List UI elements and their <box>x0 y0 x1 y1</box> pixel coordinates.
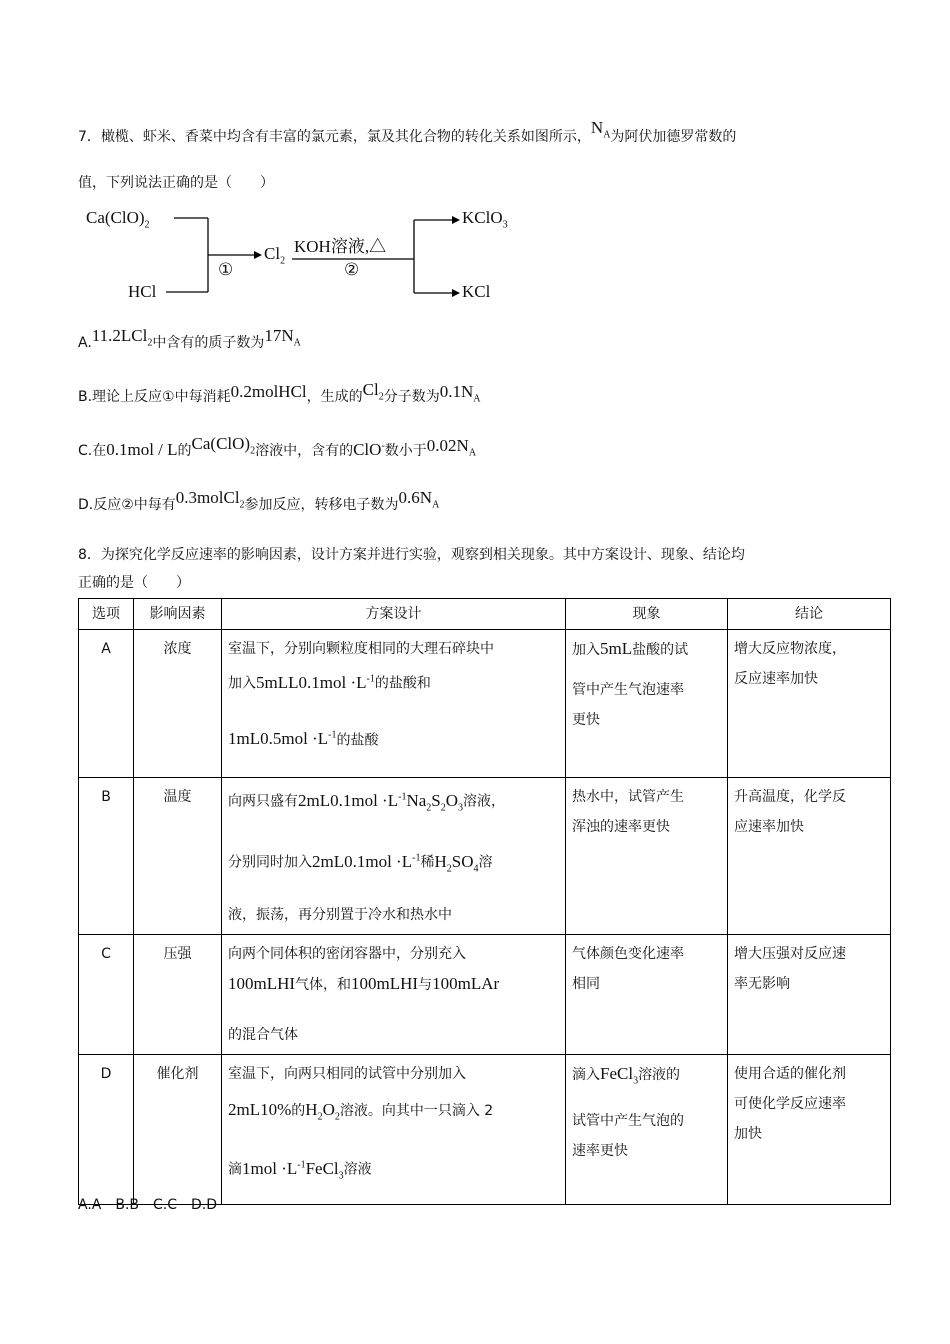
q7-option-d[interactable]: D.反应②中每有0.3molCl$_2$参加反应，转移电子数为$0.6N_A$ <box>78 488 440 513</box>
row-a-option: A <box>79 630 134 778</box>
table-row-c <box>79 935 891 1055</box>
product-kcl: KCl <box>462 282 491 301</box>
q8-answer-choices[interactable]: A.A B.B C.C D.D <box>78 1197 218 1213</box>
header-factor: 影响因素 <box>134 599 222 630</box>
row-a-phenomenon: 加入5mL盐酸的试 管中产生气泡速率 更快 <box>566 630 728 778</box>
row-a-design: 室温下，分别向颗粒度相同的大理石碎块中 加入$5mLL0.1mol \cdot L^{-1}$的盐酸和 $1mL0.5mol \cdot L^{-1}$的盐酸 <box>222 630 566 778</box>
reactant-hcl: HCl <box>128 282 157 301</box>
product-chlorine: $Cl_2$ <box>264 244 286 267</box>
row-c-factor: 压强 <box>134 935 222 1055</box>
header-design: 方案设计 <box>222 599 566 630</box>
na-symbol: $N_A$ <box>590 118 611 141</box>
row-a-factor: 浓度 <box>134 630 222 778</box>
header-phenomenon: 现象 <box>566 599 728 630</box>
q7-stem-line1: 7．橄榄、虾米、香菜中均含有丰富的氯元素，氯及其化合物的转化关系如图所示，$N_A$为阿伏加德罗常数的 <box>78 118 737 145</box>
q8-stem-line1: 8．为探究化学反应速率的影响因素，设计方案并进行实验，观察到相关现象。其中方案设计、现象、结论均 <box>78 547 745 563</box>
row-d-conclusion: 使用合适的催化剂 可使化学反应速率 加快 <box>728 1055 891 1205</box>
row-a-conclusion: 增大反应物浓度， 反应速率加快 <box>728 630 891 778</box>
q8-stem-line2: 正确的是（ ） <box>78 575 190 591</box>
row-d-option: D <box>79 1055 134 1205</box>
row-c-design: 向两个同体积的密闭容器中，分别充入 100mLHI气体，和100mLHI与100mLAr 的混合气体 <box>222 935 566 1055</box>
row-d-factor: 催化剂 <box>134 1055 222 1205</box>
q7-option-b[interactable]: B.理论上反应①中每消耗0.2molHCl，生成的$Cl_2$分子数为$0.1N_A$ <box>78 380 481 405</box>
table-row-d <box>79 1055 891 1205</box>
header-option: 选项 <box>79 599 134 630</box>
row-c-phenomenon: 气体颜色变化速率 相同 <box>566 935 728 1055</box>
row-b-option: B <box>79 778 134 935</box>
table-row-a <box>79 630 891 778</box>
row-c-option: C <box>79 935 134 1055</box>
row-d-design: 室温下，向两只相同的试管中分别加入 2mL10%的$H_2O_2$溶液。向其中一只滴入 2 滴$1mol \cdot L^{-1}FeCl_3$溶液 <box>222 1055 566 1205</box>
row-c-conclusion: 增大压强对反应速 率无影响 <box>728 935 891 1055</box>
experiment-table <box>78 598 891 1205</box>
row-b-phenomenon: 热水中，试管产生 浑浊的速率更快 <box>566 778 728 935</box>
reactant-calcium-hypochlorite: $Ca(ClO)_2$ <box>86 208 150 231</box>
reaction-conditions: KOH溶液,△ <box>294 237 387 256</box>
q7-option-c[interactable]: C.在0.1mol / L的$Ca(ClO)_2$溶液中，含有的ClO-数小于$0.02N_A$ <box>78 434 477 459</box>
conversion-diagram <box>86 202 526 306</box>
row-b-conclusion: 升高温度，化学反 应速率加快 <box>728 778 891 935</box>
step-1-label: ① <box>218 260 234 279</box>
row-d-phenomenon: 滴入FeCl$_3$溶液的 试管中产生气泡的 速率更快 <box>566 1055 728 1205</box>
table-row-b <box>79 778 891 935</box>
q7-stem-line2: 值，下列说法正确的是（ ） <box>78 175 274 191</box>
row-b-factor: 温度 <box>134 778 222 935</box>
row-b-design: 向两只盛有$2mL0.1mol \cdot L^{-1}Na_2S_2O_3$溶液， 分别同时加入$2mL0.1mol \cdot L^{-1}$稀$H_2SO_4$溶 液，振荡，再分别置于冷水和热水中 <box>222 778 566 935</box>
q7-option-a[interactable]: A.11.2LCl$_2$中含有的质子数为$17N_A$ <box>78 326 301 351</box>
header-conclusion: 结论 <box>728 599 891 630</box>
table-header-row <box>79 599 891 630</box>
step-2-label: ② <box>344 260 360 279</box>
product-kclo3: KClO$_3$ <box>462 208 508 231</box>
